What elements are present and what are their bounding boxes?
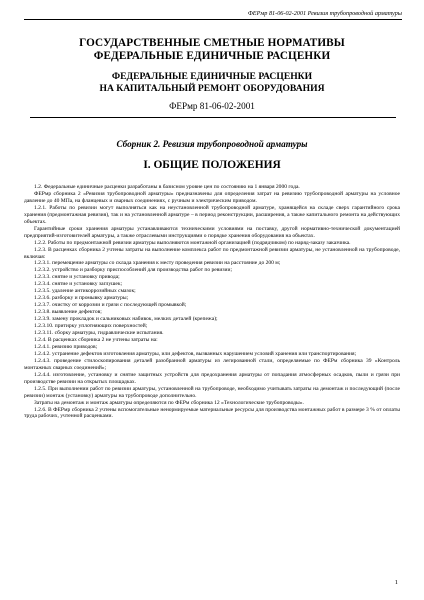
paragraph: 1.2.4.2. устранение дефектов изготовления арматуры, или дефектов, вызванных нарушением условий хранения или транспортирования;	[34, 350, 357, 357]
paragraph: Затраты на демонтаж и монтаж арматуры определяются по ФЕРм сборника 12 «Технологические трубопроводы».	[34, 399, 304, 406]
paragraph: 1.2.3.6. разборку и промывку арматуры;	[34, 295, 129, 302]
paragraph: 1.2.1. Работы по ревизии могут выполняться как на неустановленной трубопроводной арматуре, хранящейся на складе сверх гарантийного срока хранения (предмонтажная ревизия), так и на установленной арматуре – в период реконструкции, расширения, а также капитального ремонта на действующих объектах.	[24, 204, 400, 225]
paragraph: 1.2.4. В расценках сборника 2 не учтены затраты на:	[34, 336, 158, 343]
paragraph: 1.2.3.9. замену прокладок и сальниковых набивок, мелких деталей (крепежа);	[34, 316, 218, 323]
paragraph: 1.2.4.4. изготовление, установку и снятие защитных устройств для предохранения арматуры от попадания атмосферных осадков, пыли и грязи при производстве ревизии на открытых площадках.	[24, 371, 400, 385]
paragraph: 1.2.4.1. ревизию приводов;	[34, 343, 98, 350]
header-rule	[24, 19, 402, 20]
paragraph: 1.2.3.1. перемещение арматуры со склада хранения к месту проведения ревизии на расстояние до 200 м;	[34, 260, 281, 267]
paragraph: 1.2.3.11. сборку арматуры, гидравлические испытания.	[34, 330, 164, 337]
paragraph: 1.2.3.10. притирку уплотняющих поверхностей;	[34, 323, 148, 330]
paragraph: 1.2.2. Работы по предмонтажной ревизии арматуры выполняются монтажной организацией (подрядчиком) по наряд-заказу заказчика.	[34, 239, 351, 246]
paragraph: 1.2.5. При выполнении работ по ревизии арматуры, установленной на трубопроводе, необходимо учитывать затраты на демонтаж и последующий (после ревизии) монтаж (установку) арматуры на трубопроводе дополнительно.	[24, 385, 400, 399]
paragraph: 1.2.3.8. выявление дефектов;	[34, 309, 102, 316]
document-subtitle-line2: НА КАПИТАЛЬНЫЙ РЕМОНТ ОБОРУДОВАНИЯ	[99, 83, 325, 94]
paragraph: 1.2.3.3. снятие и установку привода;	[34, 274, 120, 281]
paragraph: 1.2.3.4. снятие и установку заглушек;	[34, 281, 123, 288]
paragraph: 1.2. Федеральные единичные расценки разработаны в базисном уровне цен по состоянию на 1 января 2000 года.	[34, 184, 300, 190]
document-code: ФЕРмр 81-06-02-2001	[169, 101, 255, 111]
document-subtitle-line1: ФЕДЕРАЛЬНЫЕ ЕДИНИЧНЫЕ РАСЦЕНКИ	[111, 71, 313, 82]
document-title-line1: ГОСУДАРСТВЕННЫЕ СМЕТНЫЕ НОРМАТИВЫ	[79, 37, 345, 49]
document-title-line2: ФЕДЕРАЛЬНЫЕ ЕДИНИЧНЫЕ РАСЦЕНКИ	[93, 50, 331, 62]
page-number: 1	[394, 579, 398, 586]
paragraph: Гарантийные сроки хранения арматуры устанавливаются техническими условиями на поставку, другой нормативно-технической документацией предприятий-изготовителей арматуры, а также отраслевыми инструкциями о порядке хранения оборудования на объектах.	[24, 225, 400, 239]
section-title: I. ОБЩИЕ ПОЛОЖЕНИЯ	[143, 159, 281, 171]
paragraph: 1.2.4.3. проведение стилоскопирования деталей разобранной арматуры из легированной стали, определяемые по ФЕРм сборника 39 «Контроль монтажных сварных соединений»;	[24, 357, 400, 371]
paragraph: 1.2.3. В расценках сборника 2 учтены затраты на выполнение комплекса работ по предмонтажной ревизии арматуры, не установленной на трубопроводе, включая:	[24, 246, 400, 260]
body-text	[24, 184, 400, 420]
title-rule	[30, 117, 396, 118]
paragraph: 1.2.3.5. удаление антикоррозийных смазок;	[34, 288, 136, 295]
collection-title: Сборник 2. Ревизия трубопроводной арматуры	[116, 139, 308, 149]
paragraph: 1.2.3.7. очистку от коррозии и грязи с последующей промывкой;	[34, 302, 187, 309]
paragraph: ФЕРмр сборника 2 «Ревизия трубопроводной арматуры» предназначены для определения затрат на ревизию трубопроводной арматуры на условное давление до 40 МПа, на фланцевых и сварных соединениях, с ручным и электрическим приводом.	[24, 190, 400, 204]
paragraph: 1.2.3.2. устройство и разборку приспособлений для производства работ по ревизии;	[34, 267, 233, 274]
running-header: ФЕРмр 81-06-02-2001 Ревизия трубопроводной арматуры	[247, 10, 402, 17]
paragraph: 1.2.6. В ФЕРмр сборника 2 учтены вспомогательные ненормируемые материальные ресурсы для производства монтажных работ в размере 3 % от оплаты труда рабочих, учтенной расценками.	[24, 406, 400, 420]
